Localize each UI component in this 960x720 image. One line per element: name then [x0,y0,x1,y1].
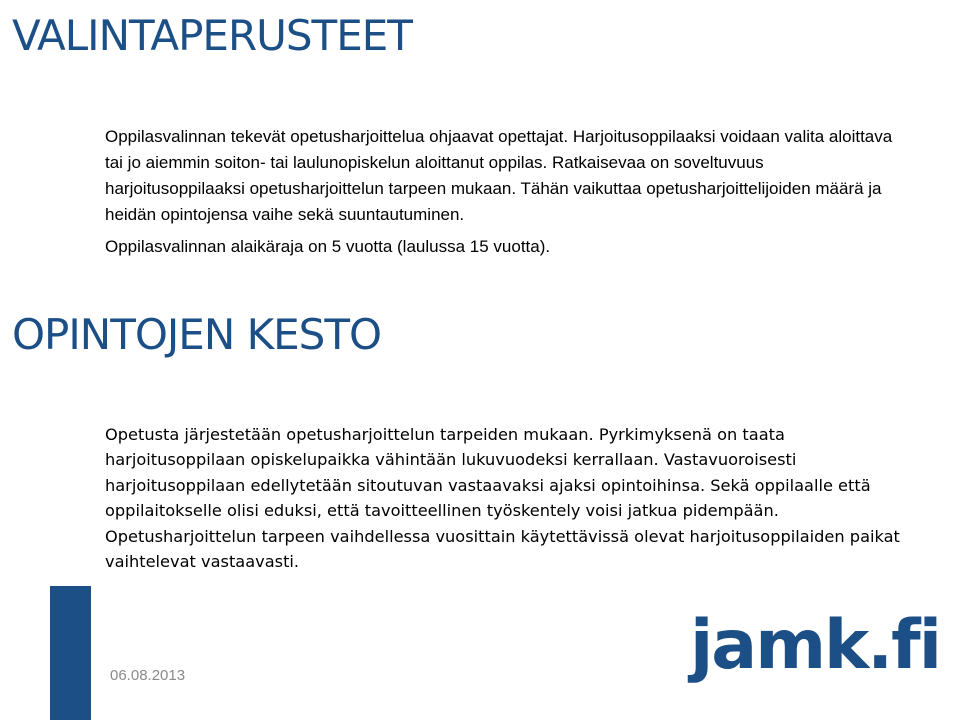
jamk-logo: jamk.fi [690,606,940,685]
selection-paragraph: Oppilasvalinnan tekevät opetusharjoittelua ohjaavat opettajat. Harjoitusoppilaaksi voidaan valita aloittava tai jo aiemmin soiton- tai laulunopiskelun aloittanut oppilas. Ratkaisevaa on soveltuvuus harjoitusoppilaaksi opetusharjoittelun tarpeen mukaan. Tähän vaikuttaa opetusharjoittelijoiden määrä ja heidän opintojensa vaihe sekä suuntautuminen. [105,127,893,224]
decorative-blue-bar [50,586,91,720]
section-title-valintaperusteet: VALINTAPERUSTEET [12,11,412,60]
section-title-opintojen-kesto: OPINTOJEN KESTO [12,310,382,359]
footer-date: 06.08.2013 [110,667,186,684]
duration-paragraph: Opetusta järjestetään opetusharjoittelun tarpeiden mukaan. Pyrkimyksenä on taata harjoitusoppilaan opiskelupaikka vähintään lukuvuodeksi kerrallaan. Vastavuoroisesti harjoitusoppilaan edellytetään sitoutuvan vastaavaksi ajaksi opintoihinsa. Sekä oppilaalle että oppilaitokselle olisi eduksi, että tavoitteellinen työskentely voisi jatkua pidempään. Opetusharjoittelun tarpeen vaihdellessa vuosittain käytettävissä olevat harjoitusoppilaiden paikat vaihtelevat vastaavasti. [105,425,900,572]
age-limit-paragraph: Oppilasvalinnan alaikäraja on 5 vuotta (laulussa 15 vuotta). [105,237,551,256]
